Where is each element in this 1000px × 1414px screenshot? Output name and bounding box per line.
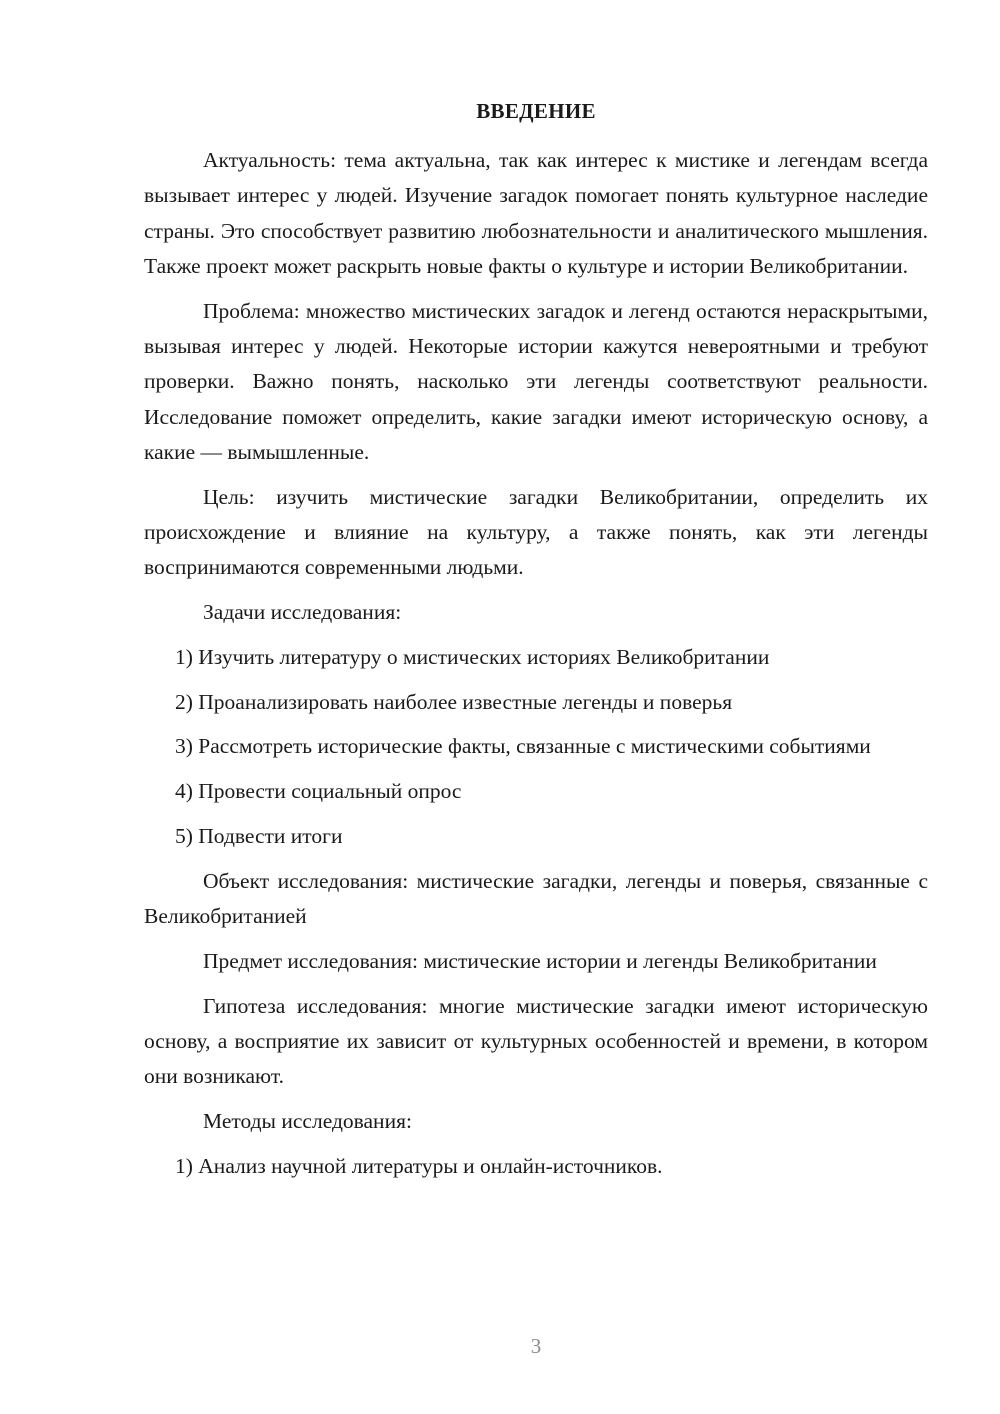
document-body: [144, 143, 928, 1194]
task-item: 4) Провести социальный опрос: [175, 779, 462, 804]
object-paragraph: Объект исследования: мистические загадки, легенды и поверья, связанные с Великобританией: [144, 868, 928, 929]
goal-paragraph: Цель: изучить мистические загадки Великобритании, определить их происхождение и влияние на культуру, а также понять, как эти легенды воспринимаются современными людьми.: [144, 484, 928, 580]
hypothesis-paragraph: Гипотеза исследования: многие мистические загадки имеют историческую основу, а восприятие их зависит от культурных особенностей и времени, в котором они возникают.: [144, 993, 928, 1089]
methods-heading: Методы исследования:: [203, 1109, 412, 1134]
task-item: 3) Рассмотреть исторические факты, связанные с мистическими событиями: [175, 734, 871, 759]
method-item: 1) Анализ научной литературы и онлайн-источников.: [175, 1153, 663, 1178]
section-title: ВВЕДЕНИЕ: [476, 99, 596, 123]
task-item: 1) Изучить литературу о мистических историях Великобритании: [175, 644, 770, 669]
task-item: 5) Подвести итоги: [175, 824, 343, 849]
page-number: 3: [530, 1334, 542, 1358]
subject-paragraph: Предмет исследования: мистические истории и легенды Великобритании: [203, 948, 877, 973]
task-item: 2) Проанализировать наиболее известные легенды и поверья: [175, 689, 733, 714]
tasks-heading: Задачи исследования:: [203, 600, 402, 625]
relevance-paragraph: Актуальность: тема актуальна, так как интерес к мистике и легендам всегда вызывает интерес у людей. Изучение загадок помогает понять культурное наследие страны. Это способствует развитию любознательности и аналитического мышления. Также проект может раскрыть новые факты о культуре и истории Великобритании.: [144, 148, 928, 278]
problem-paragraph: Проблема: множество мистических загадок и легенд остаются нераскрытыми, вызывая интерес у людей. Некоторые истории кажутся невероятными и требуют проверки. Важно понять, насколько эти легенды соответствуют реальности. Исследование поможет определить, какие загадки имеют историческую основу, а какие — вымышленные.: [144, 298, 928, 464]
